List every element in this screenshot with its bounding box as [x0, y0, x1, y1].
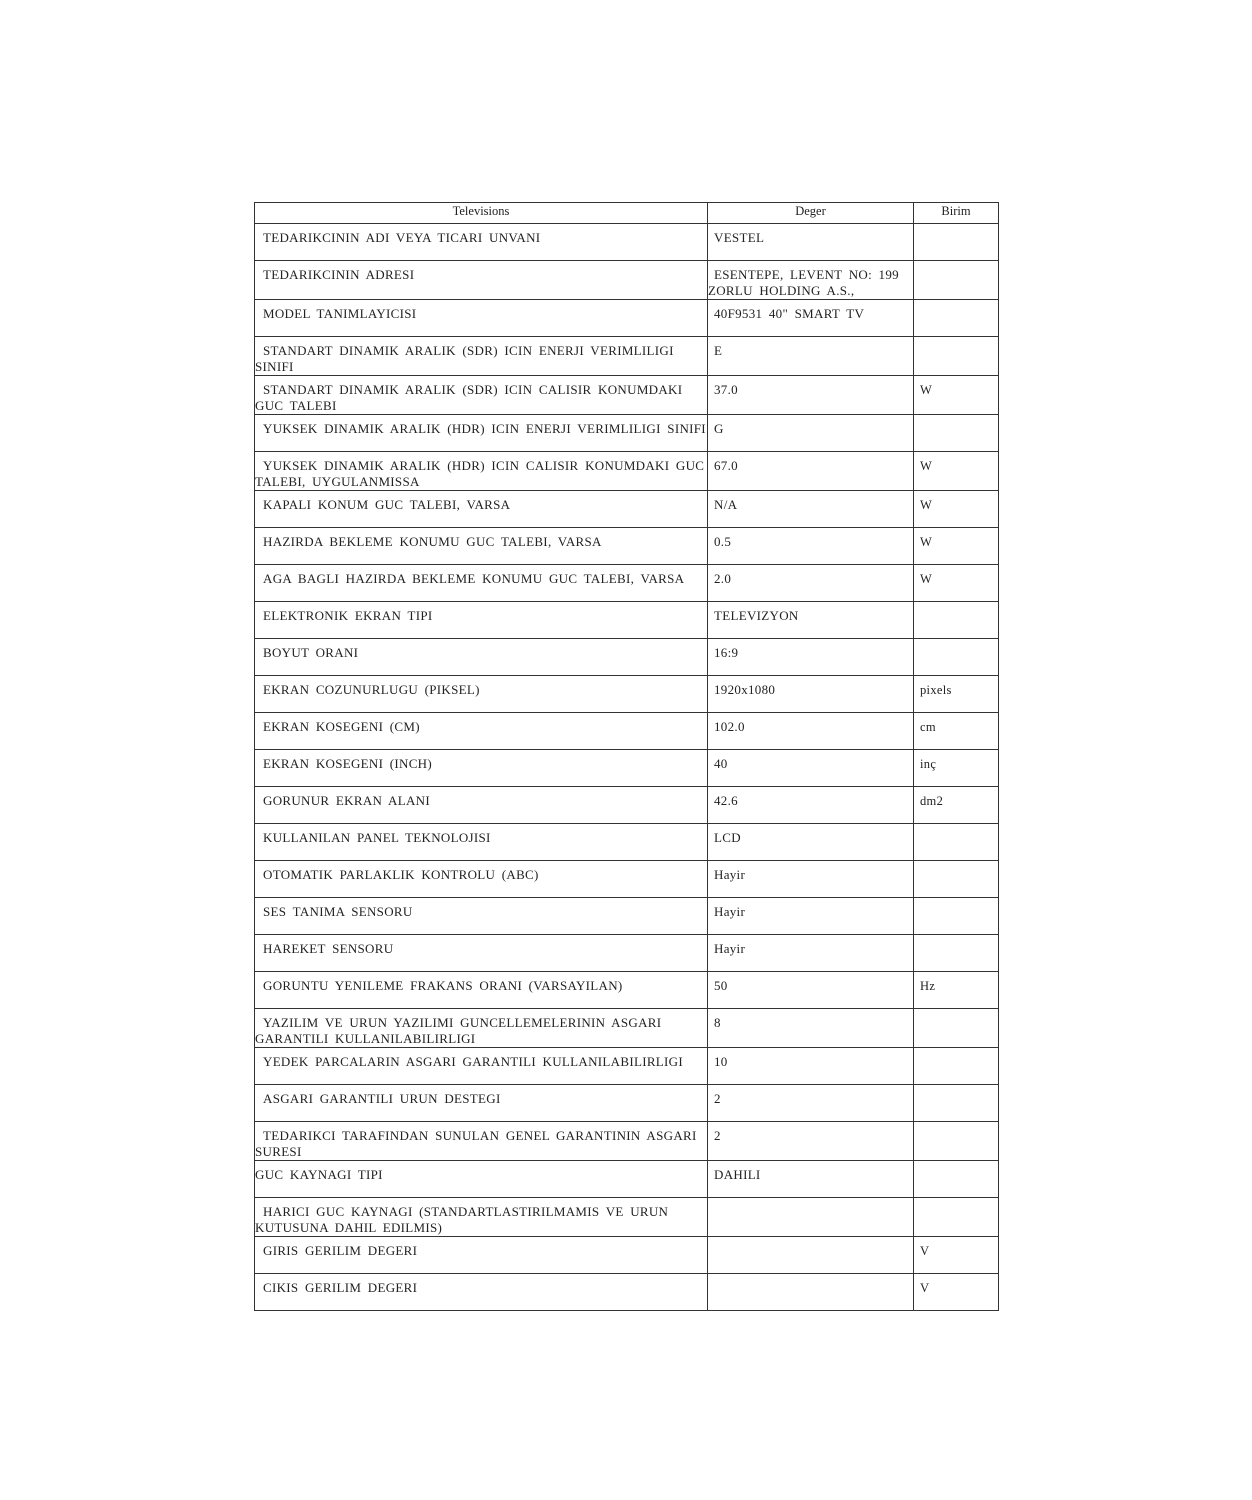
value-text: 50	[714, 978, 728, 993]
product-info-table	[254, 202, 999, 1311]
unit-text	[914, 1085, 998, 1091]
unit-text: V	[920, 1244, 930, 1258]
value-text	[708, 1274, 913, 1280]
spec-sheet	[254, 202, 998, 1311]
table-row	[255, 337, 999, 376]
table-row	[255, 261, 999, 300]
parameter-cell	[255, 935, 708, 972]
parameter-cell	[255, 528, 708, 565]
parameter-cell	[255, 602, 708, 639]
value-text: 0.5	[714, 534, 732, 549]
parameter-label: GIRIS GERILIM DEGERI	[263, 1243, 418, 1258]
value-cell	[708, 972, 914, 1009]
value-text: Hayir	[714, 867, 746, 882]
value-text: 16:9	[714, 645, 739, 660]
table-row	[255, 528, 999, 565]
parameter-cell	[255, 1198, 708, 1237]
table-row	[255, 750, 999, 787]
parameter-cell	[255, 898, 708, 935]
unit-cell	[914, 602, 999, 639]
unit-text	[914, 224, 998, 230]
value-text: Hayir	[714, 904, 746, 919]
value-cell	[708, 224, 914, 261]
value-text: 2	[714, 1128, 721, 1143]
unit-text	[914, 300, 998, 306]
table-row	[255, 1048, 999, 1085]
parameter-label: GORUNTU YENILEME FRAKANS ORANI (VARSAYILAN)	[263, 978, 623, 993]
unit-text	[914, 1161, 998, 1167]
table-row	[255, 1122, 999, 1161]
value-cell	[708, 261, 914, 300]
value-text: 10	[714, 1054, 728, 1069]
table-row	[255, 898, 999, 935]
unit-cell	[914, 1237, 999, 1274]
parameter-label: EKRAN KOSEGENI (INCH)	[263, 756, 433, 771]
parameter-label: CIKIS GERILIM DEGERI	[263, 1280, 418, 1295]
table-row	[255, 713, 999, 750]
unit-text: pixels	[920, 683, 952, 697]
value-cell	[708, 337, 914, 376]
value-text: Hayir	[714, 941, 746, 956]
value-text: 1920x1080	[714, 682, 776, 697]
parameter-cell	[255, 750, 708, 787]
parameter-label: TEDARIKCININ ADRESI	[263, 267, 415, 282]
value-text: 67.0	[714, 458, 738, 473]
parameter-label: ASGARI GARANTILI URUN DESTEGI	[263, 1091, 501, 1106]
unit-text	[914, 337, 998, 343]
table-row	[255, 602, 999, 639]
parameter-cell	[255, 787, 708, 824]
value-cell	[708, 1274, 914, 1311]
table-row	[255, 491, 999, 528]
value-cell	[708, 898, 914, 935]
unit-text: W	[920, 498, 933, 512]
parameter-cell	[255, 639, 708, 676]
unit-text: W	[920, 572, 933, 586]
value-text	[708, 1198, 913, 1204]
value-text: G	[714, 421, 724, 436]
value-text: 2	[714, 1091, 721, 1106]
value-text: LCD	[714, 830, 741, 845]
unit-cell	[914, 1085, 999, 1122]
parameter-cell	[255, 972, 708, 1009]
unit-text: W	[920, 535, 933, 549]
table-row	[255, 1274, 999, 1311]
table-header-row	[255, 203, 999, 224]
value-cell	[708, 676, 914, 713]
value-text: 42.6	[714, 793, 738, 808]
value-text: N/A	[714, 497, 738, 512]
table-row	[255, 639, 999, 676]
value-text: 102.0	[714, 719, 745, 734]
unit-text	[914, 1198, 998, 1204]
parameter-cell	[255, 861, 708, 898]
table-row	[255, 565, 999, 602]
value-cell	[708, 565, 914, 602]
value-cell	[708, 1161, 914, 1198]
parameter-label: GUC KAYNAGI TIPI	[255, 1167, 383, 1182]
unit-text	[914, 1048, 998, 1054]
value-cell	[708, 300, 914, 337]
value-text	[708, 1237, 913, 1243]
parameter-cell	[255, 1085, 708, 1122]
parameter-cell	[255, 337, 708, 376]
parameter-label: HAREKET SENSORU	[263, 941, 394, 956]
unit-cell	[914, 491, 999, 528]
unit-cell	[914, 972, 999, 1009]
unit-text	[914, 824, 998, 830]
value-cell	[708, 602, 914, 639]
unit-text	[914, 935, 998, 941]
unit-text: W	[920, 383, 933, 397]
parameter-label: SES TANIMA SENSORU	[263, 904, 413, 919]
value-cell	[708, 1085, 914, 1122]
parameter-cell	[255, 300, 708, 337]
header-parameter: Televisions	[255, 203, 708, 224]
table-row	[255, 1161, 999, 1198]
unit-text: V	[920, 1281, 930, 1295]
value-text: DAHILI	[714, 1167, 761, 1182]
table-row	[255, 300, 999, 337]
parameter-cell	[255, 713, 708, 750]
unit-cell	[914, 528, 999, 565]
parameter-cell	[255, 452, 708, 491]
unit-text: cm	[920, 720, 936, 734]
parameter-label: EKRAN COZUNURLUGU (PIKSEL)	[263, 682, 480, 697]
parameter-cell	[255, 261, 708, 300]
parameter-cell	[255, 565, 708, 602]
unit-cell	[914, 1048, 999, 1085]
unit-cell	[914, 565, 999, 602]
parameter-cell	[255, 824, 708, 861]
header-unit: Birim	[914, 203, 999, 224]
value-cell	[708, 376, 914, 415]
parameter-label: HAZIRDA BEKLEME KONUMU GUC TALEBI, VARSA	[263, 534, 602, 549]
table-row	[255, 787, 999, 824]
unit-cell	[914, 750, 999, 787]
value-text: 40	[714, 756, 728, 771]
parameter-cell	[255, 1122, 708, 1161]
unit-cell	[914, 337, 999, 376]
unit-cell	[914, 300, 999, 337]
value-cell	[708, 528, 914, 565]
parameter-label: YUKSEK DINAMIK ARALIK (HDR) ICIN CALISIR KONUMDAKI GUC TALEBI, UYGULANMISSA	[255, 458, 705, 489]
unit-cell	[914, 1274, 999, 1311]
unit-cell	[914, 898, 999, 935]
parameter-label: OTOMATIK PARLAKLIK KONTROLU (ABC)	[263, 867, 539, 882]
unit-text	[914, 1122, 998, 1128]
value-text: VESTEL	[714, 230, 765, 245]
value-cell	[708, 824, 914, 861]
value-cell	[708, 1009, 914, 1048]
unit-cell	[914, 1161, 999, 1198]
value-text: 40F9531 40" SMART TV	[714, 306, 865, 321]
unit-cell	[914, 1122, 999, 1161]
parameter-label: YEDEK PARCALARIN ASGARI GARANTILI KULLANILABILIRLIGI	[263, 1054, 683, 1069]
unit-text	[914, 602, 998, 608]
parameter-cell	[255, 491, 708, 528]
value-cell	[708, 713, 914, 750]
unit-cell	[914, 224, 999, 261]
table-row	[255, 1009, 999, 1048]
unit-cell	[914, 861, 999, 898]
unit-text: W	[920, 459, 933, 473]
parameter-label: MODEL TANIMLAYICISI	[263, 306, 417, 321]
table-row	[255, 935, 999, 972]
table-row	[255, 972, 999, 1009]
value-text: 2.0	[714, 571, 732, 586]
unit-cell	[914, 452, 999, 491]
value-text: ESENTEPE, LEVENT NO: 199 ZORLU HOLDING A.S.,	[708, 267, 899, 298]
value-cell	[708, 639, 914, 676]
value-cell	[708, 750, 914, 787]
parameter-label: KULLANILAN PANEL TEKNOLOJISI	[263, 830, 491, 845]
value-cell	[708, 1198, 914, 1237]
value-cell	[708, 452, 914, 491]
unit-cell	[914, 787, 999, 824]
table-row	[255, 824, 999, 861]
parameter-label: YAZILIM VE URUN YAZILIMI GUNCELLEMELERININ ASGARI GARANTILI KULLANILABILIRLIGI	[255, 1015, 662, 1046]
unit-text	[914, 861, 998, 867]
value-cell	[708, 1122, 914, 1161]
unit-cell	[914, 415, 999, 452]
parameter-label: BOYUT ORANI	[263, 645, 359, 660]
parameter-label: AGA BAGLI HAZIRDA BEKLEME KONUMU GUC TALEBI, VARSA	[263, 571, 685, 586]
header-value: Deger	[708, 203, 914, 224]
unit-cell	[914, 1198, 999, 1237]
unit-text	[914, 1009, 998, 1015]
value-cell	[708, 1048, 914, 1085]
unit-text: inç	[920, 757, 937, 771]
table-row	[255, 1198, 999, 1237]
parameter-label: HARICI GUC KAYNAGI (STANDARTLASTIRILMAMIS VE URUN KUTUSUNA DAHIL EDILMIS)	[255, 1204, 669, 1235]
parameter-label: YUKSEK DINAMIK ARALIK (HDR) ICIN ENERJI VERIMLILIGI SINIFI	[263, 421, 706, 436]
parameter-label: GORUNUR EKRAN ALANI	[263, 793, 430, 808]
unit-text: Hz	[920, 979, 936, 993]
value-text: E	[714, 343, 723, 358]
unit-text	[914, 898, 998, 904]
table-row	[255, 452, 999, 491]
unit-cell	[914, 261, 999, 300]
parameter-label: STANDART DINAMIK ARALIK (SDR) ICIN ENERJI VERIMLILIGI SINIFI	[255, 343, 674, 374]
table-row	[255, 861, 999, 898]
unit-text	[914, 261, 998, 267]
value-cell	[708, 1237, 914, 1274]
value-cell	[708, 935, 914, 972]
value-text: 8	[714, 1015, 721, 1030]
table-row	[255, 1085, 999, 1122]
unit-text: dm2	[920, 794, 944, 808]
unit-text	[914, 639, 998, 645]
parameter-label: TEDARIKCI TARAFINDAN SUNULAN GENEL GARANTININ ASGARI SURESI	[255, 1128, 697, 1159]
parameter-label: KAPALI KONUM GUC TALEBI, VARSA	[263, 497, 511, 512]
table-row	[255, 1237, 999, 1274]
value-cell	[708, 491, 914, 528]
parameter-cell	[255, 1237, 708, 1274]
parameter-cell	[255, 1161, 708, 1198]
value-text: TELEVIZYON	[714, 608, 799, 623]
parameter-label: TEDARIKCININ ADI VEYA TICARI UNVANI	[263, 230, 541, 245]
parameter-cell	[255, 676, 708, 713]
table-row	[255, 376, 999, 415]
unit-cell	[914, 639, 999, 676]
unit-cell	[914, 713, 999, 750]
parameter-cell	[255, 1009, 708, 1048]
value-cell	[708, 861, 914, 898]
parameter-label: STANDART DINAMIK ARALIK (SDR) ICIN CALISIR KONUMDAKI GUC TALEBI	[255, 382, 683, 413]
table-row	[255, 415, 999, 452]
unit-text	[914, 415, 998, 421]
unit-cell	[914, 676, 999, 713]
value-text: 37.0	[714, 382, 738, 397]
parameter-label: ELEKTRONIK EKRAN TIPI	[263, 608, 433, 623]
value-cell	[708, 415, 914, 452]
unit-cell	[914, 824, 999, 861]
parameter-label: EKRAN KOSEGENI (CM)	[263, 719, 420, 734]
parameter-cell	[255, 376, 708, 415]
unit-cell	[914, 1009, 999, 1048]
parameter-cell	[255, 224, 708, 261]
unit-cell	[914, 935, 999, 972]
parameter-cell	[255, 1048, 708, 1085]
parameter-cell	[255, 1274, 708, 1311]
table-row	[255, 676, 999, 713]
parameter-cell	[255, 415, 708, 452]
table-row	[255, 224, 999, 261]
value-cell	[708, 787, 914, 824]
unit-cell	[914, 376, 999, 415]
